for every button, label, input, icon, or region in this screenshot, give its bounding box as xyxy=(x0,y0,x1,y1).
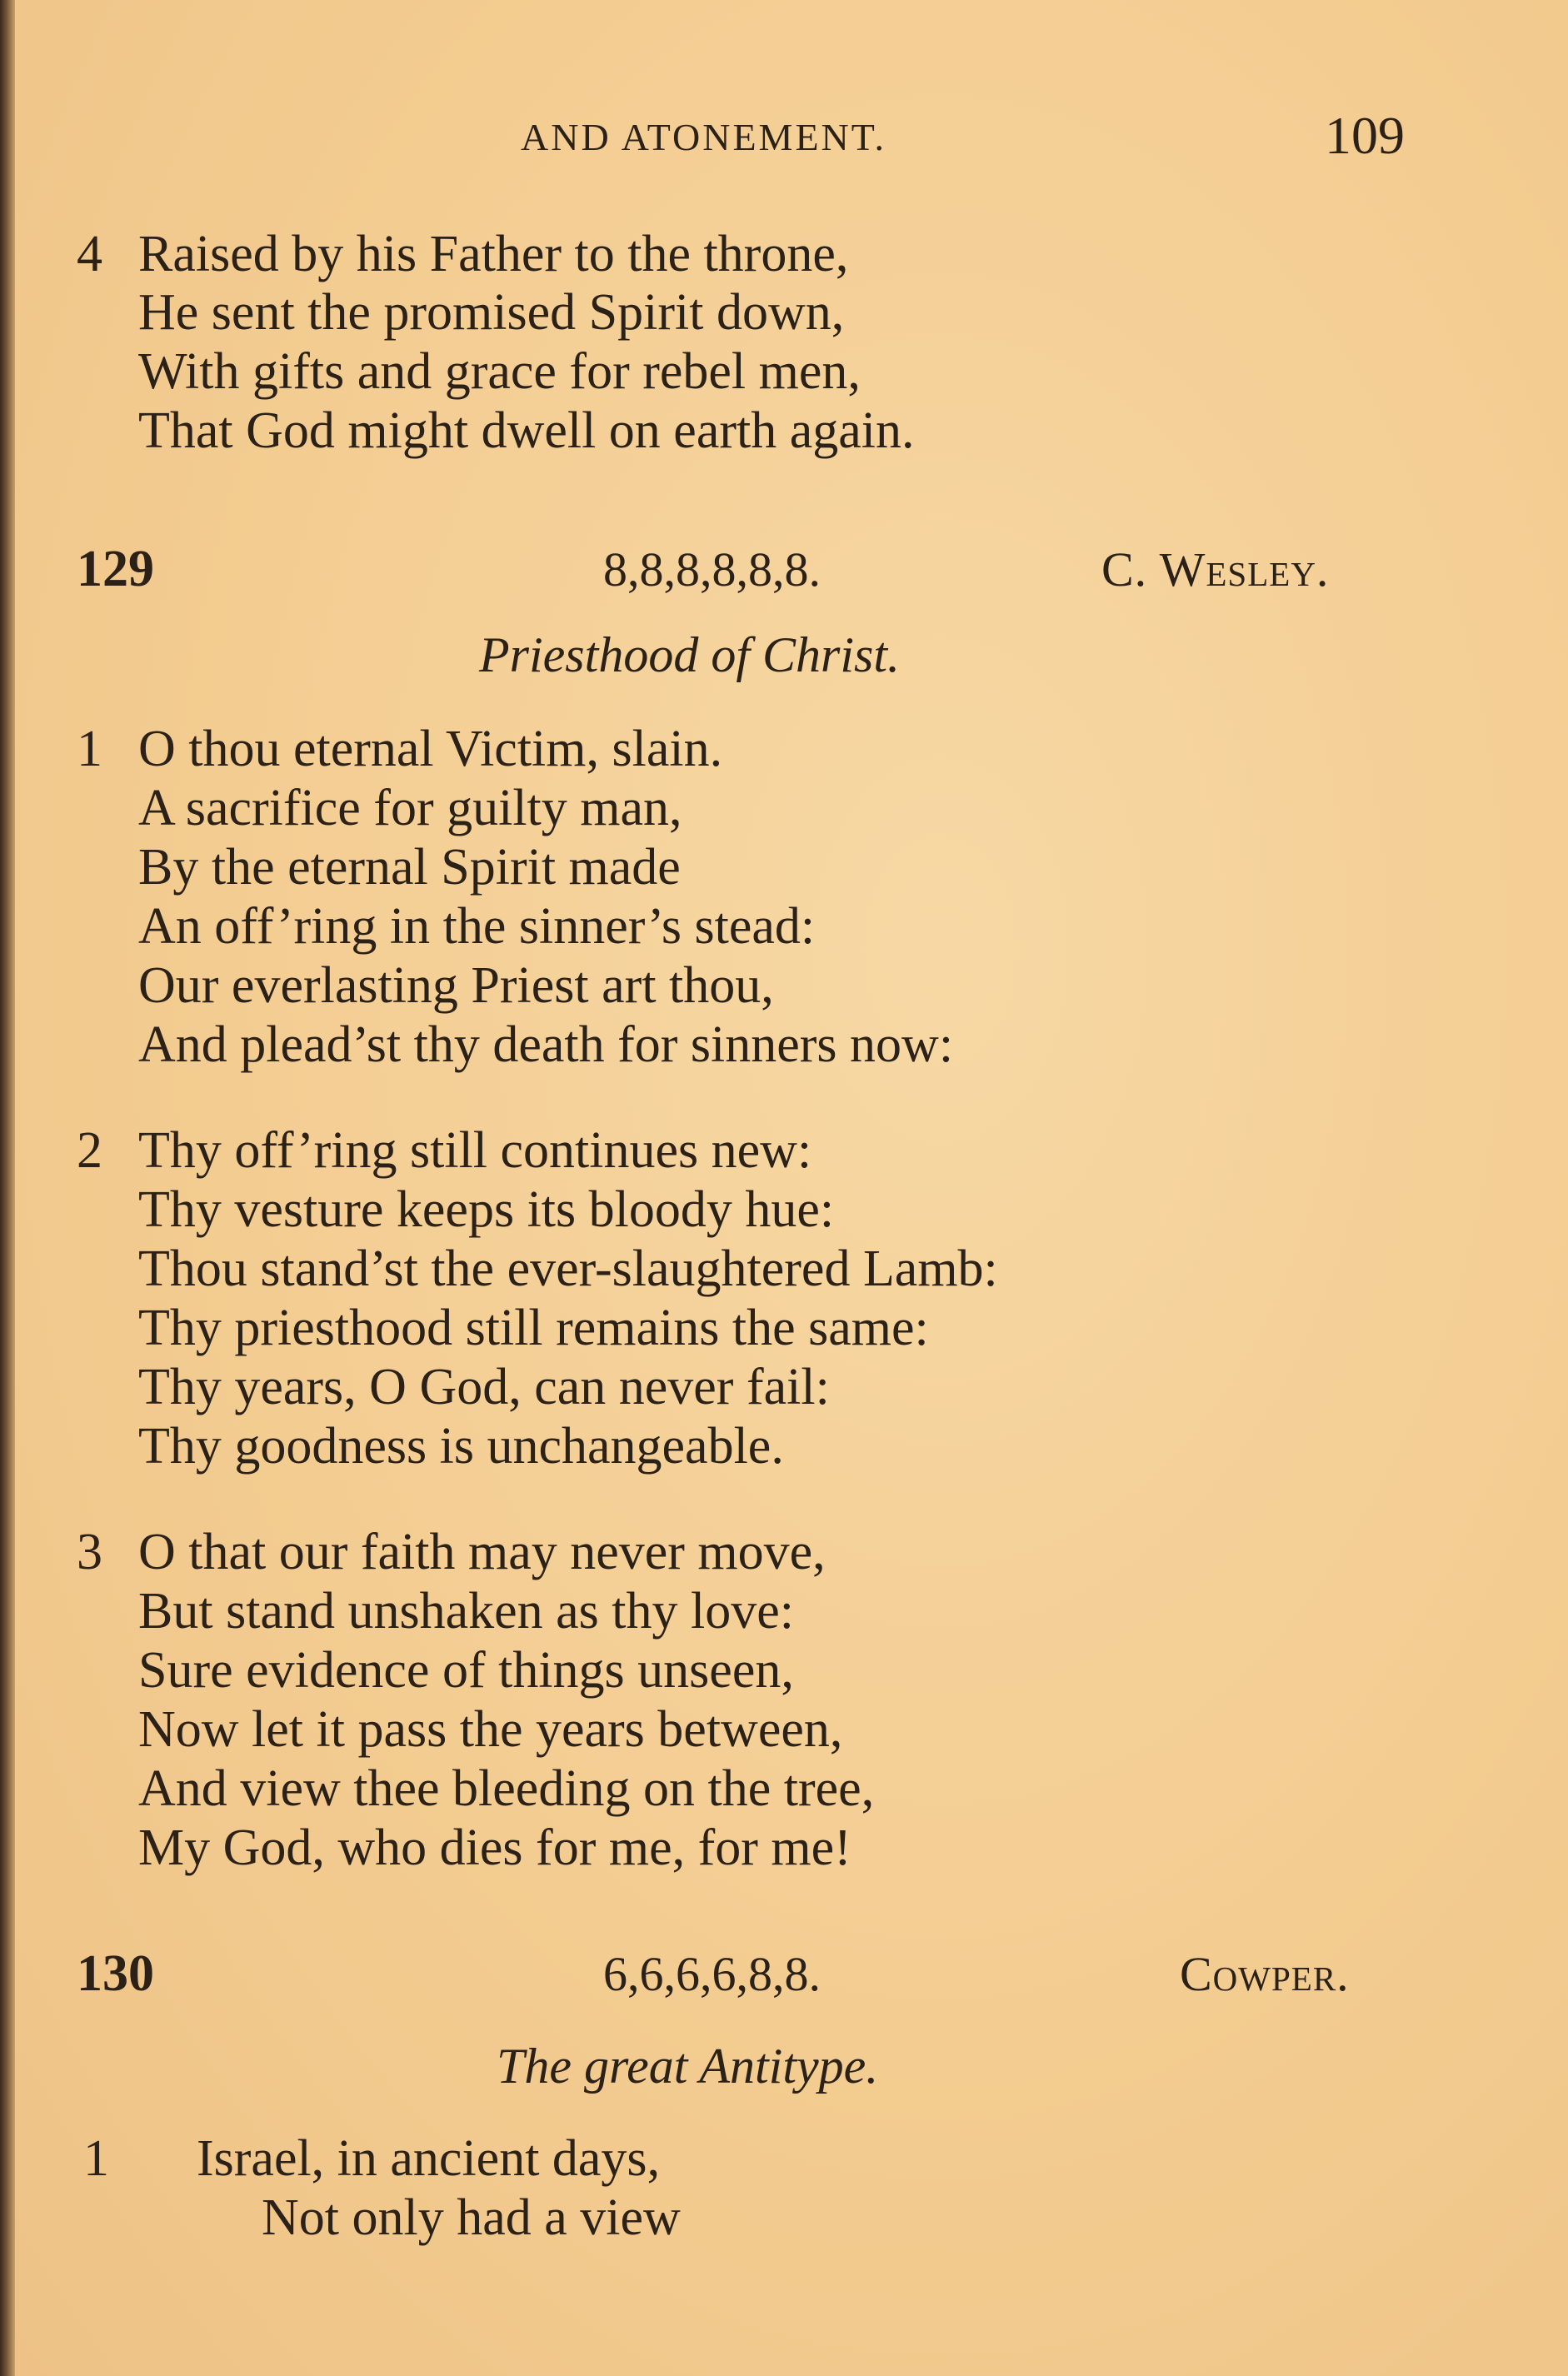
hymn-number: 129 xyxy=(77,541,154,597)
stanza-line: Now let it pass the years between, xyxy=(138,1701,843,1758)
stanza-line: O thou eternal Victim, slain. xyxy=(138,721,723,777)
stanza-line: Thou stand’st the ever-slaughtered Lamb: xyxy=(138,1240,998,1297)
stanza-line: O that our faith may never move, xyxy=(138,1524,826,1580)
book-spine-edge xyxy=(0,0,15,2376)
running-head: AND ATONEMENT. xyxy=(521,116,886,158)
stanza-number: 4 xyxy=(77,226,102,282)
stanza-line: Sure evidence of things unseen, xyxy=(138,1642,794,1699)
stanza-line: A sacrifice for guilty man, xyxy=(138,780,682,836)
stanza-line: With gifts and grace for rebel men, xyxy=(138,343,861,400)
hymn-title: The great Antitype. xyxy=(497,2039,879,2094)
stanza-line: Thy priesthood still remains the same: xyxy=(138,1300,929,1356)
hymn-author: Cowper. xyxy=(1180,1947,1350,2001)
page-number: 109 xyxy=(1325,106,1405,165)
stanza-line: And plead’st thy death for sinners now: xyxy=(138,1016,954,1073)
stanza-line: Not only had a view xyxy=(262,2189,681,2246)
stanza-line: My God, who dies for me, for me! xyxy=(138,1819,851,1876)
stanza-line: Raised by his Father to the throne, xyxy=(138,226,849,282)
stanza-number: 1 xyxy=(83,2130,109,2187)
stanza-line: Thy years, O God, can never fail: xyxy=(138,1359,830,1415)
stanza-line: That God might dwell on earth again. xyxy=(138,402,915,459)
stanza-number: 3 xyxy=(77,1524,102,1580)
stanza-line: Thy goodness is unchangeable. xyxy=(138,1418,784,1475)
hymn-author: C. Wesley. xyxy=(1101,542,1330,596)
hymn-meter: 8,8,8,8,8,8. xyxy=(603,542,821,596)
stanza-line: Our everlasting Priest art thou, xyxy=(138,957,774,1014)
stanza-number: 2 xyxy=(77,1122,102,1179)
stanza-line: But stand unshaken as thy love: xyxy=(138,1583,794,1640)
hymn-number: 130 xyxy=(77,1945,154,2002)
stanza-line: And view thee bleeding on the tree, xyxy=(138,1760,875,1817)
stanza-number: 1 xyxy=(77,721,102,777)
stanza-line: Israel, in ancient days, xyxy=(197,2130,661,2187)
stanza-line: By the eternal Spirit made xyxy=(138,839,681,896)
stanza-line: Thy vesture keeps its bloody hue: xyxy=(138,1181,835,1238)
stanza-line: An off’ring in the sinner’s stead: xyxy=(138,898,816,955)
hymn-meter: 6,6,6,6,8,8. xyxy=(603,1947,821,2001)
stanza-line: He sent the promised Spirit down, xyxy=(138,284,845,341)
stanza-line: Thy off’ring still continues new: xyxy=(138,1122,812,1179)
hymn-title: Priesthood of Christ. xyxy=(479,627,901,682)
